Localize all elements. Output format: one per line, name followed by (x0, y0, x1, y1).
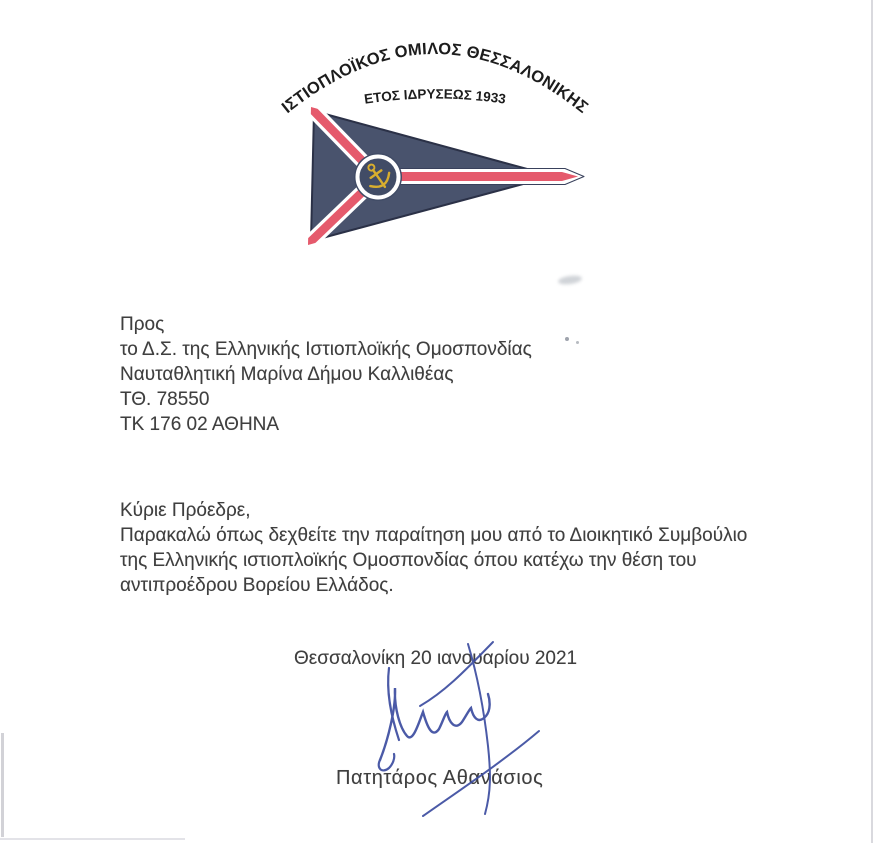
body-line: αντιπροέδρου Βορείου Ελλάδος. (120, 575, 394, 596)
body-line: της Ελληνικής ιστιοπλοϊκής Ομοσπονδίας όπου κατέχω την θέση του (120, 550, 697, 571)
recipient-line: ΤΚ 176 02 ΑΘΗΝΑ (120, 414, 280, 435)
recipient-line: Ναυταθλητική Μαρίνα Δήμου Καλλιθέας (120, 364, 454, 385)
recipient-line: Προς (120, 314, 165, 335)
scan-edge-left (1, 733, 4, 837)
place-and-date: Θεσσαλονίκη 20 ιανουαρίου 2021 (294, 648, 578, 669)
club-logo (245, 12, 625, 262)
scan-speck (565, 337, 569, 341)
letter-body (120, 498, 747, 598)
salutation: Κύριε Πρόεδρε, (120, 500, 251, 521)
scan-edge-right (871, 0, 873, 843)
signatory-name: Πατητάρος Αθανάσιος (336, 767, 544, 789)
recipient-address-block (120, 312, 532, 437)
recipient-line: το Δ.Σ. της Ελληνικής Ιστιοπλοϊκής Ομοσπονδίας (120, 339, 532, 360)
recipient-line: ΤΘ. 78550 (120, 389, 210, 410)
burgee-pennant-icon (304, 104, 584, 248)
founding-year-arc: ΕΤΟΣ ΙΔΡΥΣΕΩΣ 1933 (363, 86, 507, 107)
scan-edge-bottom (0, 838, 185, 840)
body-line: Παρακαλώ όπως δεχθείτε την παραίτηση μου από το Διοικητικό Συμβούλιο (120, 525, 748, 546)
scan-speck (576, 341, 579, 344)
signature-handwritten-icon (350, 622, 550, 822)
scan-smudge (558, 274, 583, 285)
club-name-arc: ΙΣΤΙΟΠΛΟΪΚΟΣ ΟΜΙΛΟΣ ΘΕΣΣΑΛΟΝΙΚΗΣ (278, 39, 592, 117)
